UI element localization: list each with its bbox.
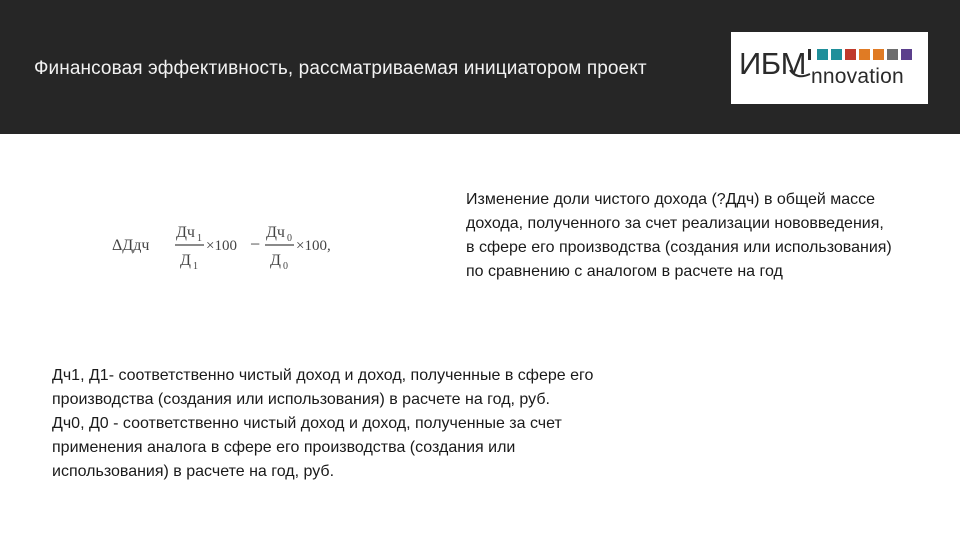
formula-frac2-denominator: Д	[270, 252, 281, 269]
logo-square	[873, 49, 884, 60]
definition-current: Дч1, Д1- соответственно чистый доход и доход, полученные в сфере его производства (создания или использования) в расчете на год, руб.	[52, 367, 594, 408]
formula-mult1: ×100	[206, 238, 237, 254]
formula-frac2-denominator-sub: 0	[283, 261, 288, 272]
formula-frac1-numerator-sub: 1	[197, 233, 202, 244]
formula-frac1-denominator: Д	[180, 252, 191, 269]
logo-square	[845, 49, 856, 60]
formula-frac2-numerator-sub: 0	[287, 233, 292, 244]
definition-analog: Дч0, Д0 - соответственно чистый доход и доход, полученные за счет применения аналога в сфере его производства (создания или использования) в расчете на год, руб.	[52, 415, 562, 480]
formula-frac1-numerator: Дч	[176, 224, 195, 241]
logo-square	[831, 49, 842, 60]
formula-frac1-denominator-sub: 1	[193, 261, 198, 272]
logo-square	[901, 49, 912, 60]
logo-square	[859, 49, 870, 60]
logo-i-stem	[808, 49, 811, 60]
logo-swoosh-icon	[789, 68, 811, 82]
logo-color-squares	[817, 49, 912, 60]
formula-frac2-numerator: Дч	[266, 224, 285, 241]
logo-square	[887, 49, 898, 60]
formula-mult2: ×100,	[296, 238, 331, 254]
header-bar	[0, 0, 960, 134]
logo-square	[817, 49, 828, 60]
formula-minus: −	[250, 234, 261, 254]
formula-lhs: ΔДдч	[112, 237, 150, 254]
ibm-innovation-logo	[731, 32, 928, 104]
slide-title: Финансовая эффективность, рассматриваемая инициатором проект	[34, 58, 647, 79]
formula	[112, 215, 352, 277]
formula-description: Изменение доли чистого дохода (?Ддч) в общей массе дохода, полученного за счет реализации нововведения, в сфере его производства (создания или использования) по сравнению с аналогом в расчете на год	[466, 191, 892, 280]
variable-definitions	[52, 364, 612, 484]
logo-nnovation-text: nnovation	[811, 65, 904, 88]
logo-ibm-text: ИБМ	[739, 46, 806, 81]
